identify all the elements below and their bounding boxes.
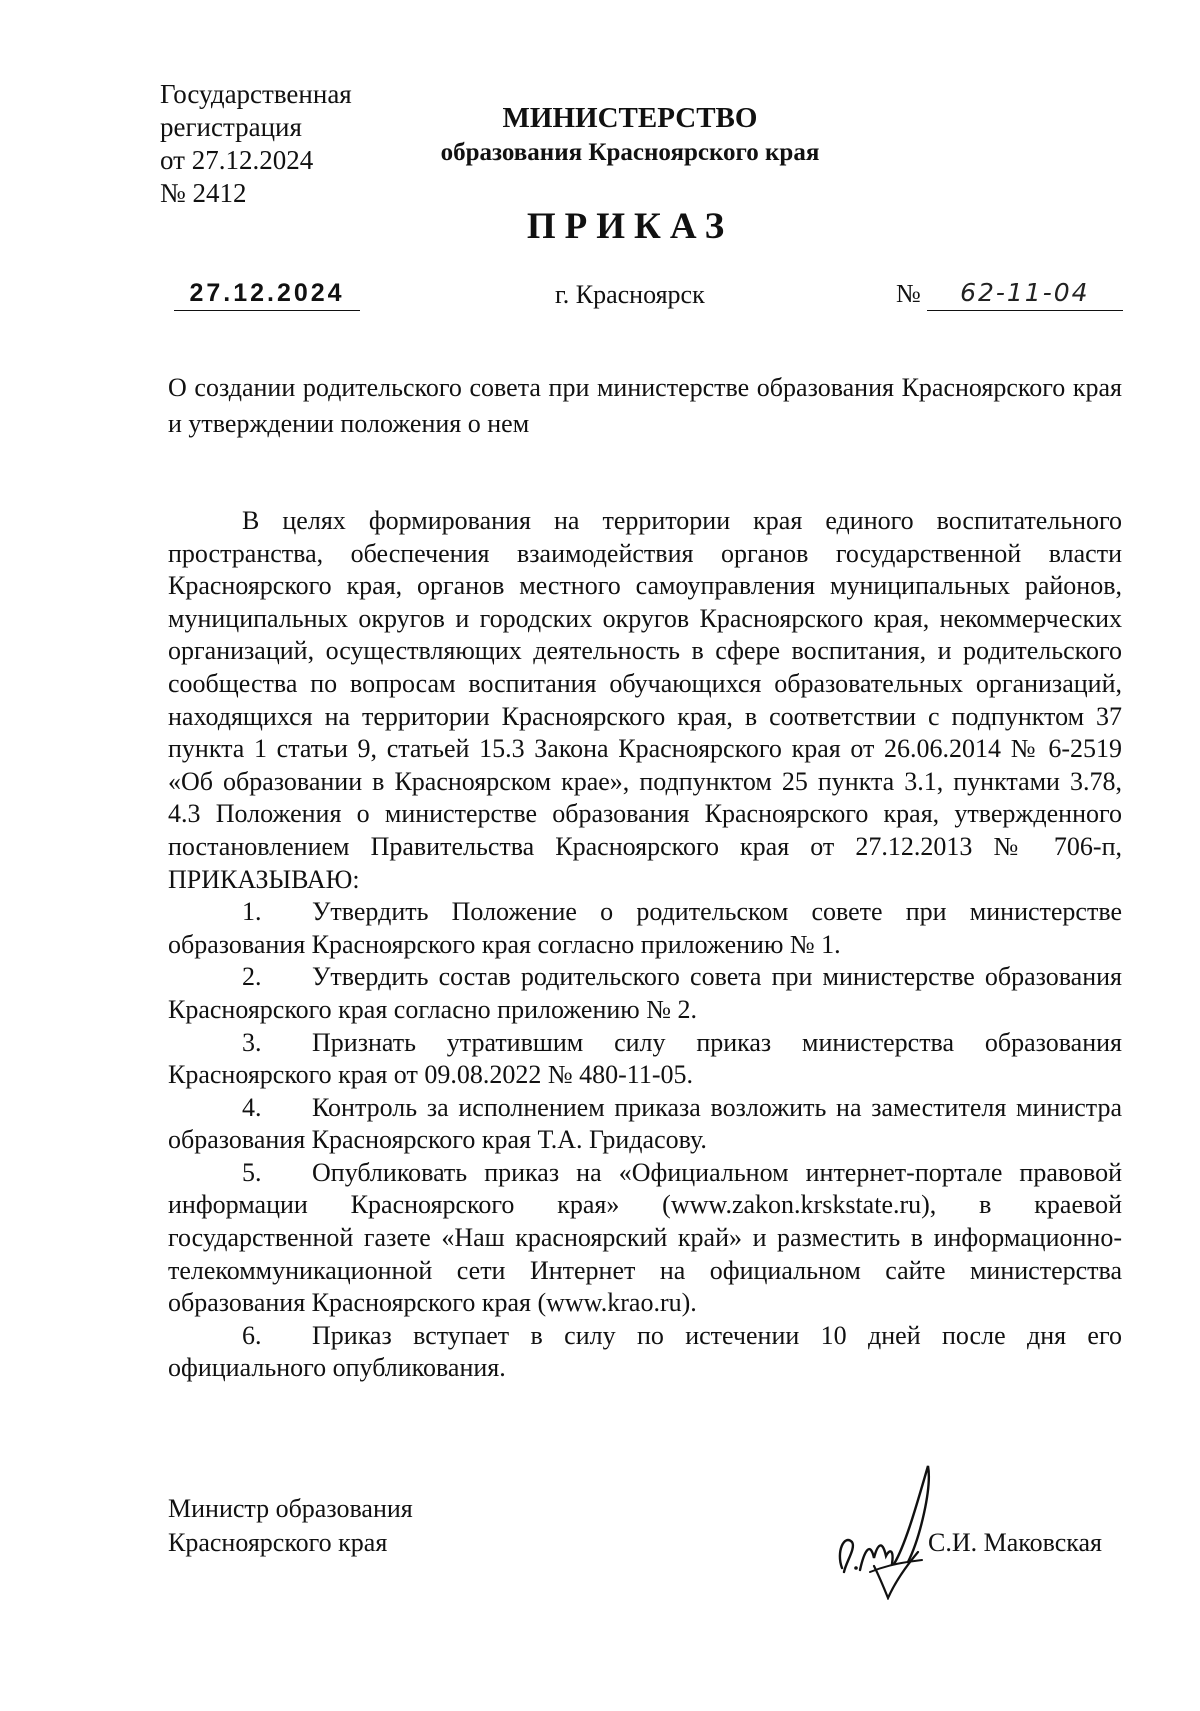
- order-item: [168, 1092, 1122, 1157]
- order-item: [168, 1157, 1122, 1320]
- order-body: [168, 505, 1122, 1385]
- item-number: 3.: [242, 1027, 262, 1057]
- signatory-position: [168, 1492, 413, 1560]
- signatory-name: С.И. Маковская: [928, 1528, 1102, 1557]
- item-number: 2.: [242, 962, 262, 992]
- document-type: ПРИКАЗ: [526, 206, 734, 247]
- item-number: 5.: [242, 1157, 262, 1187]
- order-item: [168, 896, 1122, 961]
- order-item: [168, 1320, 1122, 1385]
- ministry-subtitle: образования Красноярского края: [440, 139, 820, 166]
- order-number-label: №: [896, 279, 921, 308]
- order-item: [168, 1027, 1122, 1092]
- order-date: 27.12.2024: [174, 276, 360, 311]
- registration-line: регистрация: [160, 112, 302, 142]
- signatory-position-line: Красноярского края: [168, 1528, 388, 1557]
- registration-line: Государственная: [160, 79, 352, 109]
- registration-number: № 2412: [160, 178, 247, 208]
- item-number: 6.: [242, 1320, 262, 1350]
- item-text: Признать утратившим силу приказ министерства образования Красноярского края от 09.08.2022 № 480-11-05.: [168, 1027, 1122, 1090]
- registration-stamp: [160, 78, 352, 210]
- item-text: Утвердить состав родительского совета при министерстве образования Красноярского края согласно приложению № 2.: [168, 962, 1122, 1024]
- order-subject: О создании родительского совета при министерстве образования Красноярского края и утверждении положения о нем: [168, 373, 1122, 438]
- item-text: Утвердить Положение о родительском совете при министерстве образования Красноярского края согласно приложению № 1.: [168, 897, 1122, 959]
- item-number: 4.: [242, 1092, 262, 1122]
- order-number: 62-11-04: [927, 276, 1123, 311]
- item-text: Опубликовать приказ на «Официальном интернет-портале правовой информации Красноярского края» (www.zakon.krskstate.ru), в краевой государственной газете «Наш красноярский край» и разместить в информационно-телекоммуникационной сети Интернет на официальном сайте министерства образования Красноярского края (www.krao.ru).: [168, 1157, 1122, 1318]
- handwritten-signature: [830, 1460, 940, 1600]
- ministry-title: МИНИСТЕРСТВО: [502, 102, 758, 134]
- order-preamble: В целях формирования на территории края единого воспитательного пространства, обеспечения взаимодействия органов государственной власти Красноярского края, органов местного самоуправления муниципальных районов, муниципальных округов и городских округов Красноярского края, некоммерческих организаций, осуществляющих деятельность в сфере воспитания, и родительского сообщества по вопросам воспитания обучающихся образовательных организаций, находящихся на территории Красноярского края, в соответствии с подпунктом 37 пункта 1 статьи 9, статьей 15.3 Закона Красноярского края от 26.06.2014 № 6-2519 «Об образовании в Красноярском крае», подпунктом 25 пункта 3.1, пунктами 3.78, 4.3 Положения о министерстве образования Красноярского края, утвержденного постановлением Правительства Красноярского края от 27.12.2013 № 706-п, ПРИКАЗЫВАЮ:: [168, 506, 1122, 894]
- order-item: [168, 961, 1122, 1026]
- order-city: г. Красноярск: [555, 280, 705, 309]
- item-text: Контроль за исполнением приказа возложить на заместителя министра образования Красноярского края Т.А. Гридасову.: [168, 1092, 1122, 1155]
- registration-date: от 27.12.2024: [160, 145, 314, 175]
- item-number: 1.: [242, 897, 262, 927]
- signatory-position-line: Министр образования: [168, 1494, 413, 1523]
- ministry-header: [400, 100, 860, 170]
- item-text: Приказ вступает в силу по истечении 10 дней после дня его официального опубликования.: [168, 1320, 1122, 1383]
- order-number-block: [896, 276, 1123, 311]
